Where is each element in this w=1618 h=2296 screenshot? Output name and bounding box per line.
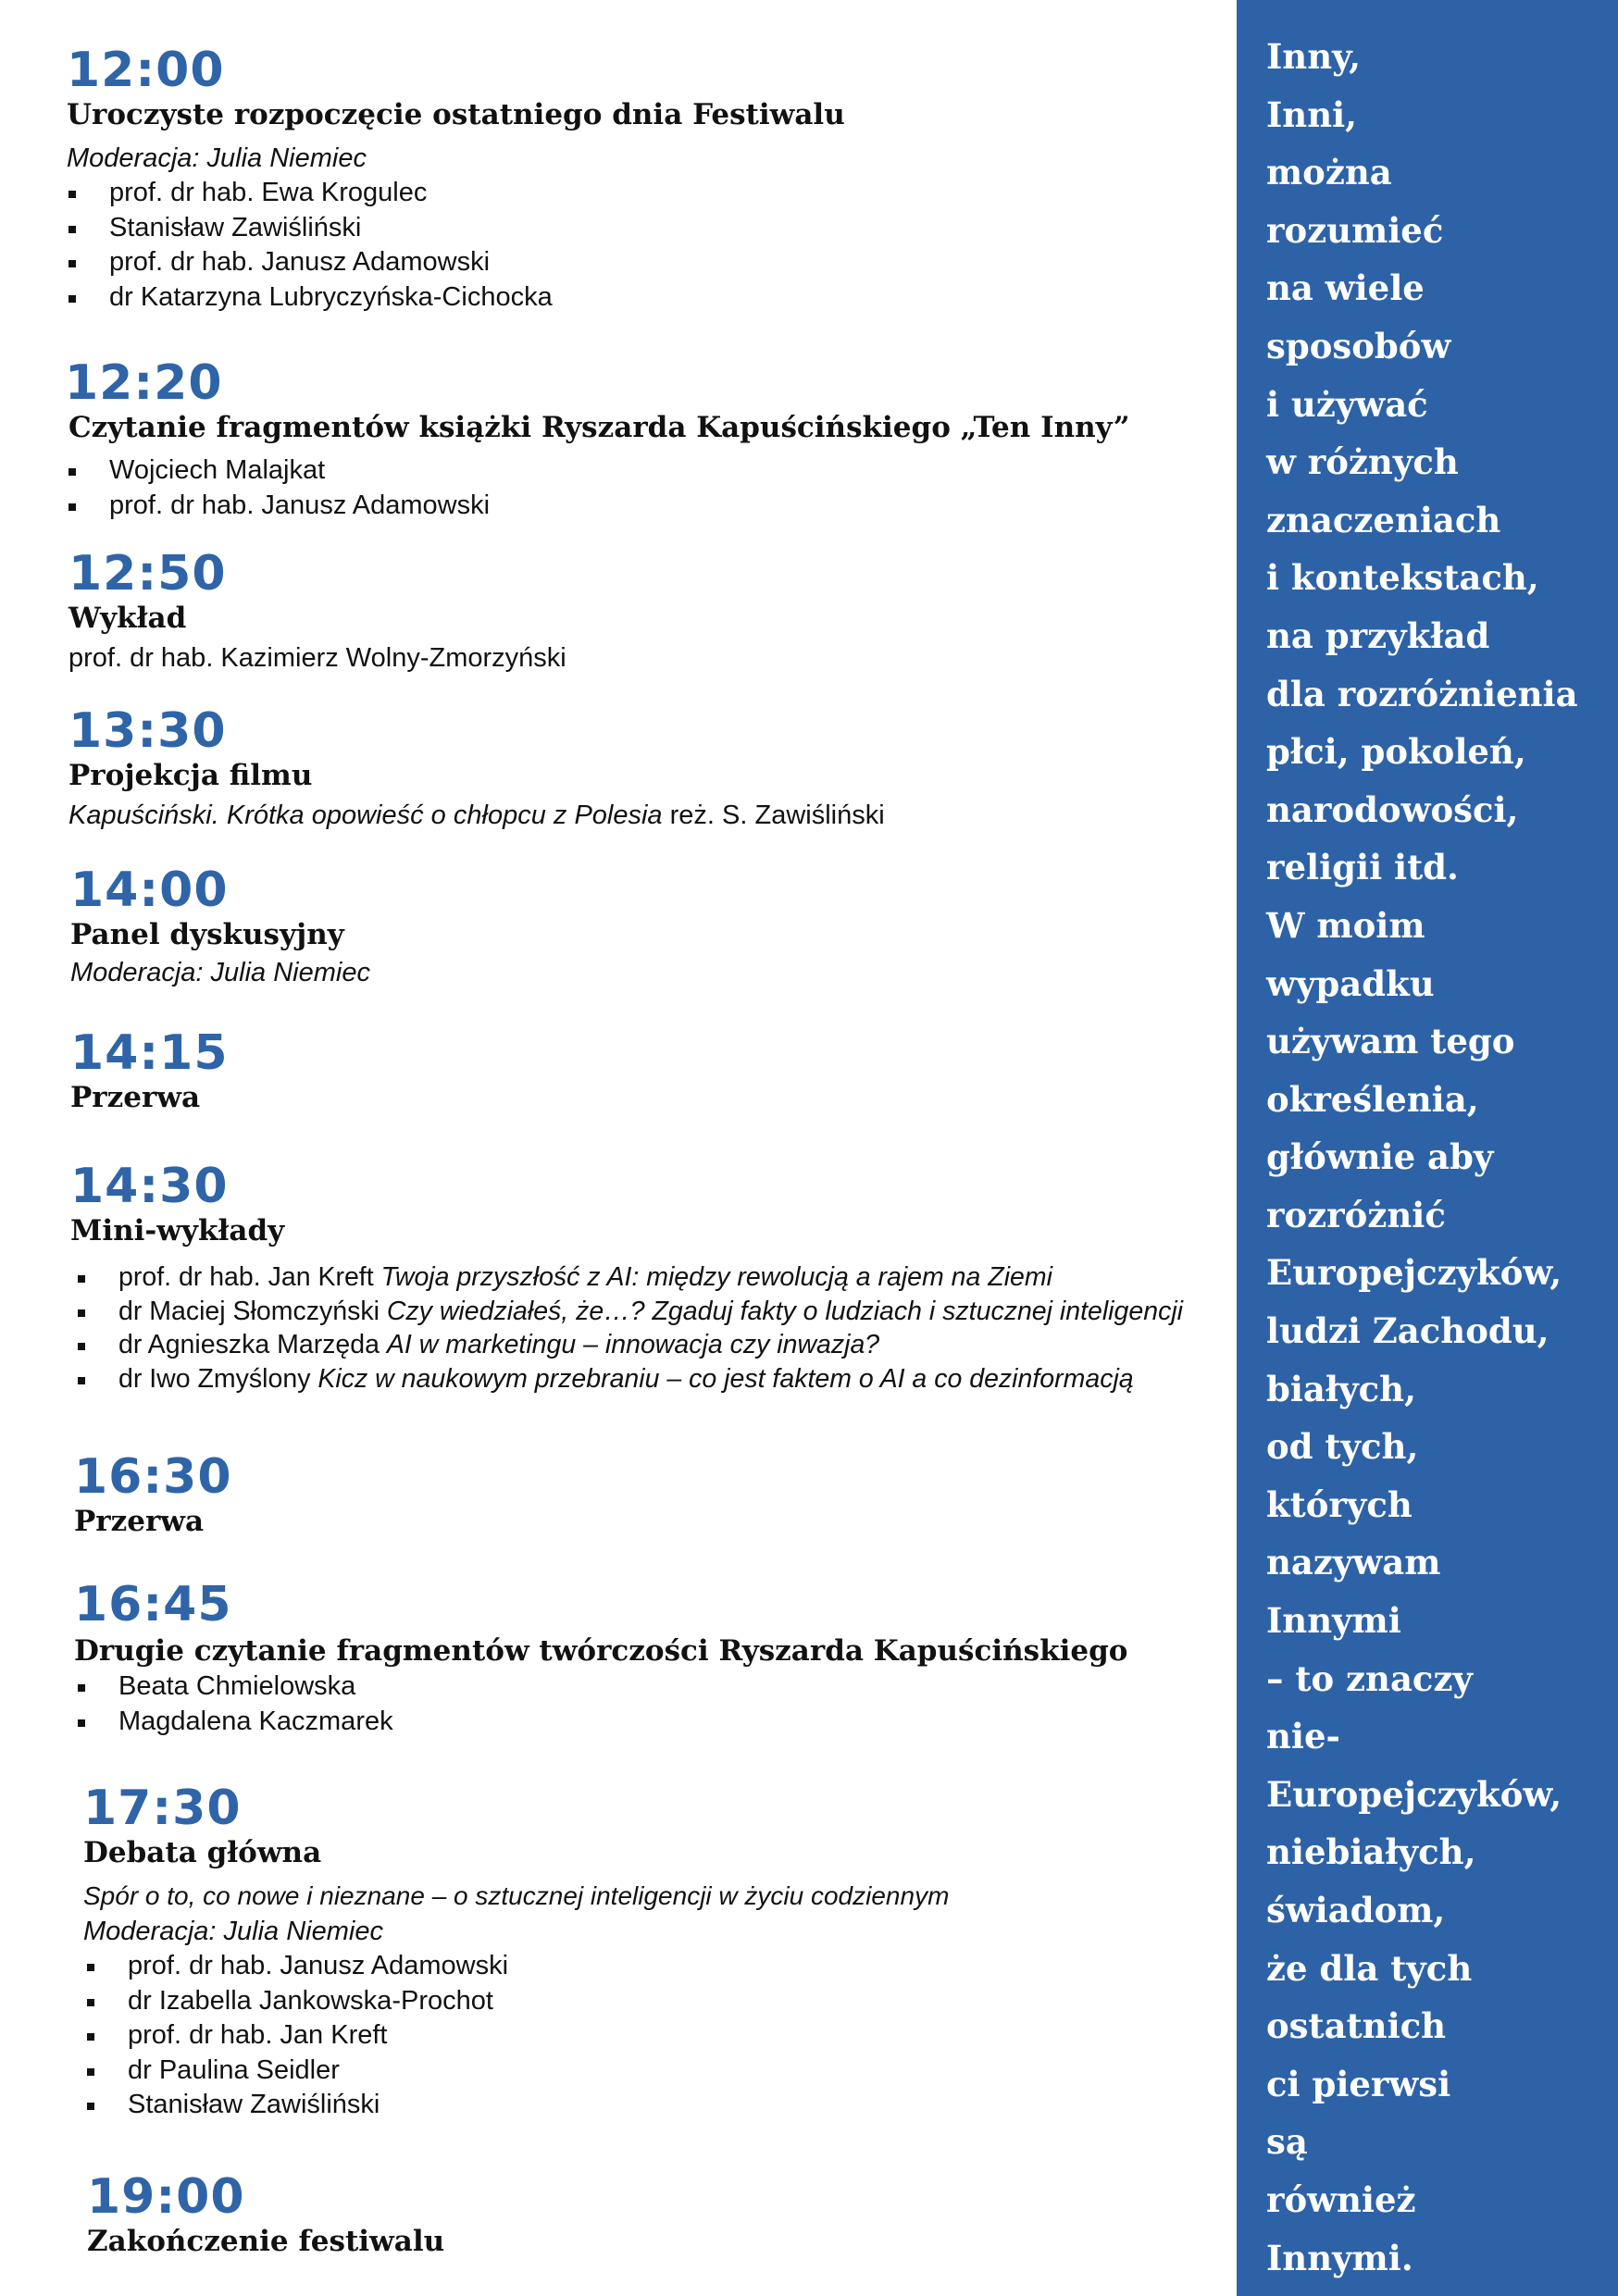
quote-line: i używać [1266,383,1428,425]
quote-line: głównie aby [1266,1136,1494,1178]
event-time: 16:45 [74,1577,232,1632]
quote-line: Innymi. [1266,2237,1413,2278]
lecture-topic: Twoja przyszłość z AI: między rewolucją a rajem na Ziemi [380,1262,1052,1292]
quote-line: – to znaczy [1266,1657,1473,1699]
event-title: Debata główna [83,1836,322,1869]
quote-line: na przykład [1266,614,1490,656]
event-time: 12:20 [65,355,223,411]
list-item: dr Izabella Jankowska-Prochot [85,1984,949,2019]
event-time: 13:30 [68,703,227,759]
list-item [76,1362,1183,1396]
participants-list [67,176,845,315]
quote-line: są [1266,2121,1308,2163]
lecture-topic: Czy wiedziałeś, że…? Zgaduj fakty o ludziach i sztucznej inteligencji [386,1296,1183,1326]
quote-text [1266,28,1578,2287]
event-title: Panel dyskusyjny [70,918,344,951]
moderation: Moderacja: Julia Niemiec [70,958,370,987]
quote-line: W moim [1266,904,1425,946]
event-1330 [68,705,885,833]
film-director: reż. S. Zawiśliński [662,800,885,830]
moderation: Moderacja: Julia Niemiec [83,1917,383,1946]
event-1900 [87,2171,444,2260]
event-title: Przerwa [70,1081,201,1114]
list-item: Stanisław Zawiśliński [67,211,845,246]
event-1430 [70,1160,1183,1396]
quote-line: i kontekstach, [1266,557,1539,599]
lecture-speaker: prof. dr hab. Jan Kreft [118,1262,381,1292]
quote-line: Innymi [1266,1600,1401,1642]
event-title: Wykład [68,602,187,635]
event-time: 14:15 [70,1025,229,1081]
event-time: 12:00 [67,43,225,98]
list-item: Stanisław Zawiśliński [85,2088,949,2123]
event-title: Zakończenie festiwalu [87,2225,445,2258]
quote-line: rozróżnić [1266,1194,1446,1235]
quote-line: określenia, [1266,1078,1479,1120]
lecture-speaker: dr Maciej Słomczyński [118,1296,387,1326]
list-item: prof. dr hab. Ewa Krogulec [67,176,845,211]
lecture-topic: Kicz w naukowym przebraniu – co jest faktem o AI a co dezinformacją [317,1363,1134,1394]
event-1415 [70,1027,229,1116]
quote-sidebar [1237,0,1618,2296]
event-title: Przerwa [74,1505,205,1538]
quote-line: Europejczyków, [1266,1773,1562,1815]
participants-list [85,1949,949,2123]
event-1220 [65,357,1130,523]
quote-line: ci pierwsi [1266,2063,1451,2104]
list-item: Magdalena Kaczmarek [76,1705,1127,1740]
event-title: Uroczyste rozpoczęcie ostatniego dnia Festiwalu [67,98,845,131]
quote-line: ludzi Zachodu, [1266,1310,1550,1352]
list-item: prof. dr hab. Janusz Adamowski [67,489,1130,524]
quote-line: Inni, [1266,93,1358,135]
quote-line: na wiele [1266,267,1425,309]
list-item: prof. dr hab. Janusz Adamowski [67,245,845,280]
quote-line: wypadku [1266,962,1435,1004]
film-info [68,798,885,833]
lectures-list [76,1260,1183,1396]
event-title: Mini-wykłady [70,1214,285,1247]
list-item: prof. dr hab. Janusz Adamowski [85,1949,949,1984]
event-1630 [74,1451,232,1540]
list-item: Beata Chmielowska [76,1669,1127,1705]
event-1400 [70,864,370,990]
quote-line: rozumieć [1266,209,1444,251]
quote-line: używam tego [1266,1021,1515,1062]
quote-line: od tych, [1266,1426,1419,1468]
debate-subtitle: Spór o to, co nowe i nieznane – o sztucznej inteligencji w życiu codziennym [83,1881,950,1910]
event-1645 [74,1579,1127,1739]
quote-line: że dla tych [1266,1947,1473,1989]
quote-line: nazywam [1266,1542,1441,1583]
event-time: 14:30 [70,1159,229,1214]
film-title: Kapuściński. Krótka opowieść o chłopcu z Polesia [68,800,663,830]
event-time: 16:30 [74,1449,232,1505]
quote-line: ostatnich [1266,2005,1447,2047]
participants-list [76,1669,1127,1739]
lecture-topic: AI w marketingu – innowacja czy inwazja? [386,1330,880,1359]
quote-line: Europejczyków, [1266,1252,1562,1294]
quote-line: w różnych [1266,441,1459,483]
event-title: Czytanie fragmentów książki Ryszarda Kapuścińskiego „Ten Inny” [68,411,1130,444]
quote-line: niebiałych, [1266,1831,1476,1873]
list-item: Wojciech Malajkat [67,453,1130,489]
quote-line: również [1266,2178,1416,2220]
quote-line: można [1266,152,1392,193]
list-item: prof. dr hab. Jan Kreft [85,2018,949,2054]
participants-list [67,453,1130,523]
quote-line: religii itd. [1266,847,1459,888]
quote-line: świadom, [1266,1890,1446,1930]
lecture-speaker: dr Iwo Zmyślony [118,1363,318,1394]
quote-line: białych, [1266,1368,1416,1409]
lecture-speaker: dr Agnieszka Marzęda [118,1330,387,1359]
moderation: Moderacja: Julia Niemiec [67,143,367,173]
quote-line: nie- [1266,1716,1340,1757]
quote-line: płci, pokoleń, [1266,731,1526,773]
quote-line: których [1266,1483,1413,1525]
event-1200 [67,44,845,315]
event-time: 17:30 [83,1781,242,1836]
event-time: 12:50 [68,546,227,602]
list-item [76,1295,1183,1329]
list-item [76,1260,1183,1295]
event-time: 14:00 [70,863,229,918]
list-item: dr Katarzyna Lubryczyńska-Cichocka [67,280,845,316]
quote-line: sposobów [1266,325,1451,366]
speaker: prof. dr hab. Kazimierz Wolny-Zmorzyński [68,643,566,673]
event-title: Drugie czytanie fragmentów twórczości Ryszarda Kapuścińskiego [74,1634,1128,1668]
quote-line: narodowości, [1266,788,1519,830]
quote-line: znaczeniach [1266,499,1501,540]
quote-line: Inny, [1266,36,1361,77]
event-title: Projekcja filmu [68,759,313,792]
quote-line: dla rozróżnienia [1266,673,1578,714]
list-item [76,1328,1183,1362]
event-time: 19:00 [87,2169,245,2225]
event-1250 [68,548,566,676]
event-1730 [83,1782,949,2123]
list-item: dr Paulina Seidler [85,2054,949,2089]
